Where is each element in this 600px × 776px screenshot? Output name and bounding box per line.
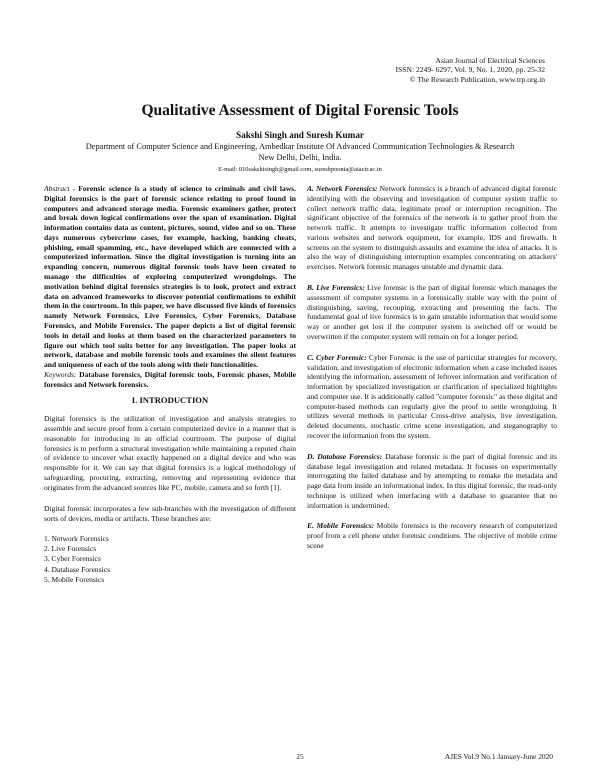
- subsection-text: Cyber Forensic is the use of particular strategies for recovery, validation, and investigation of electronic information when a case included issues identifying the information, assessment of leftover information and verification of information by specialized investigation or clarification of specialized highlights and computer use. It is additionally called "computer forensic" as these digital and computer-based methods can regularly give the proof to settle wrongdoing. It utilizes several methods in particular Cross-drive analysis, live investigation, deleted documents, stochastic crime scene investigation, and steganography to recover the information from the system.: [307, 352, 558, 440]
- abstract-text: Forensic science is a study of science to criminals and civil laws. Digital forensics is the part of forensic science relating to proof found in computers and advanced storage media. Forensic examiners gather, protect and break down logical confirmations over the span of examination. Digital information contains data as content, pictures, sound, video and so on. These days numerous cybercrime cases, for example, hacking, banking cheats, phishing, email spamming, etc., have developed which are connected with a computerized information. Since the digital investigation is turning into an expanding concern, numerous digital forensic tools have been created to manage the difficulties of exploring computerized wrongdoings. The motivation behind digital forensics strategies is to look, protect and extract data on advanced frameworks to discover potential confirmations to exhibit them in the courtroom. In this paper, we have discussed five kinds of forensics namely Network Forensics, Live Forensics, Cyber Forensics, Database Forensics, and Mobile Forensics. The paper depicts a list of digital forensic tools in detail and looks at them based on the characterized parameters to figure out which tool suits better for any investigation. The paper looks at network, database and mobile forensic tools and examines the silent features and uniqueness of each of the tools along with their functionalities.: [44, 184, 296, 370]
- keywords: [44, 370, 296, 390]
- journal-publisher: © The Research Publication, www.trp.org.in: [409, 74, 545, 84]
- subsection-text: Network forensics is a branch of advanced digital forensic identifying with the observing and investigation of computer system traffic to collect network traffic data, legitimate proof or interruption recognition. The significant objective of the forensics of the network is to gather proof from the network traffic. It attempts to investigate traffic information collected from various websites and network equipment, for example, IDS and firewalls. It screens on the system to distinguish assaults and examine the idea of attacks. It is also the way of distinguishing interruption examples concentrating on attackers' exercises. Network forensic manages unstable and dynamic data.: [307, 184, 558, 272]
- section-heading-introduction: I. INTRODUCTION: [131, 395, 209, 406]
- affiliation: [20, 142, 580, 163]
- paper-title: Qualitative Assessment of Digital Forensic Tools: [141, 102, 459, 119]
- branches-list: [44, 534, 296, 585]
- subsection-label: C. Cyber Forensic:: [307, 352, 367, 362]
- keywords-label: Keywords:: [44, 369, 77, 379]
- subsection-live-forensics: [307, 283, 557, 342]
- list-item: 3. Cyber Forensics: [44, 554, 101, 564]
- subsection-cyber-forensic: [307, 353, 557, 441]
- list-item: 2. Live Forensics: [44, 544, 97, 554]
- abstract: [44, 184, 296, 370]
- subsection-network-forensics: [307, 184, 557, 272]
- page-number: 25: [296, 752, 304, 761]
- journal-issn: ISSN: 2249- 6297, Vol. 9, No. 1, 2020, pp. 25-32: [395, 65, 545, 75]
- affiliation-location: New Delhi, Delhi, India.: [258, 152, 342, 162]
- footer-journal-issue: AJES Vol.9 No.1 January-June 2020: [444, 752, 553, 761]
- affiliation-department: Department of Computer Science and Engineering, Ambedkar Institute Of Advanced Communication Technologies & Research: [85, 142, 515, 151]
- list-item: 5. Mobile Forensics: [44, 574, 105, 584]
- subsection-label: B. Live Forensics:: [307, 283, 365, 293]
- list-item: 4. Database Forensics: [44, 564, 111, 574]
- subsection-label: D. Database Forensics:: [307, 451, 383, 461]
- subsection-text: Database forensic is the part of digital forensic and its database legal investigation and related metadata. It focuses on experimentally interrogating the failed database and by attempting to remake the metadata and page data from inside an informational index. In this digital forensic, the read-only technique is utilized when interfacing with a database to guarantee that no information is undermined.: [307, 451, 557, 510]
- subsection-text: Live forensic is the part of digital forensic which manages the assessment of computer systems in a forensically stable way with the point of distinguishing, saving, recouping, extracting and presenting the facts. The fundamental goal of live forensics is to gain unstable information that would some way or another get lost if the computer system is switched off or would be overwritten if the computer system will remain on for a longer period.: [307, 283, 558, 341]
- intro-paragraph-2: Digital forensic incorporates a few sub-branches with the investigation of different sorts of devices, media or artifacts. These branches are:: [44, 504, 296, 524]
- keywords-text: Database forensics, Digital forensic tools, Forensic phases, Mobile forensics and Network forensics.: [44, 369, 297, 389]
- subsection-text: Mobile forensics is the recovery research of computerized proof from a cell phone under forensic conditions. The objective of mobile crime scene: [307, 521, 558, 550]
- subsection-label: E. Mobile Forensics:: [307, 521, 375, 531]
- journal-name: Asian Journal of Electrical Sciences: [435, 56, 545, 65]
- journal-header: [285, 56, 545, 84]
- subsection-database-forensics: [307, 452, 557, 511]
- list-item: 1. Network Forensics: [44, 534, 109, 543]
- abstract-label: Abstract -: [44, 184, 76, 193]
- subsection-label: A. Network Forensics:: [307, 184, 378, 193]
- right-column: [307, 184, 557, 551]
- paper-authors: Sakshi Singh and Suresh Kumar: [235, 130, 364, 140]
- author-emails: E-mail: 010sakshisingh@gmail.com, sureshpoonia@aiactr.ac.in: [218, 166, 382, 173]
- subsection-mobile-forensics: [307, 521, 557, 550]
- left-column: [44, 184, 296, 585]
- intro-paragraph-1: Digital forensics is the utilization of investigation and analysis strategies to assemble and secure proof from a certain computerized device in a manner that is reasonable for introducing in an official courtroom. The purpose of digital forensics is to perform a structural investigation while maintaining a reputed chain of evidence to uncover what exactly happened on a digital device and who was responsible for it. We can say that digital forensics is a logical methodology of safeguarding, procuring, extracting, removing and representing evidence that originates from the advanced sources like PC, mobile, camera and so forth [1].: [44, 414, 296, 492]
